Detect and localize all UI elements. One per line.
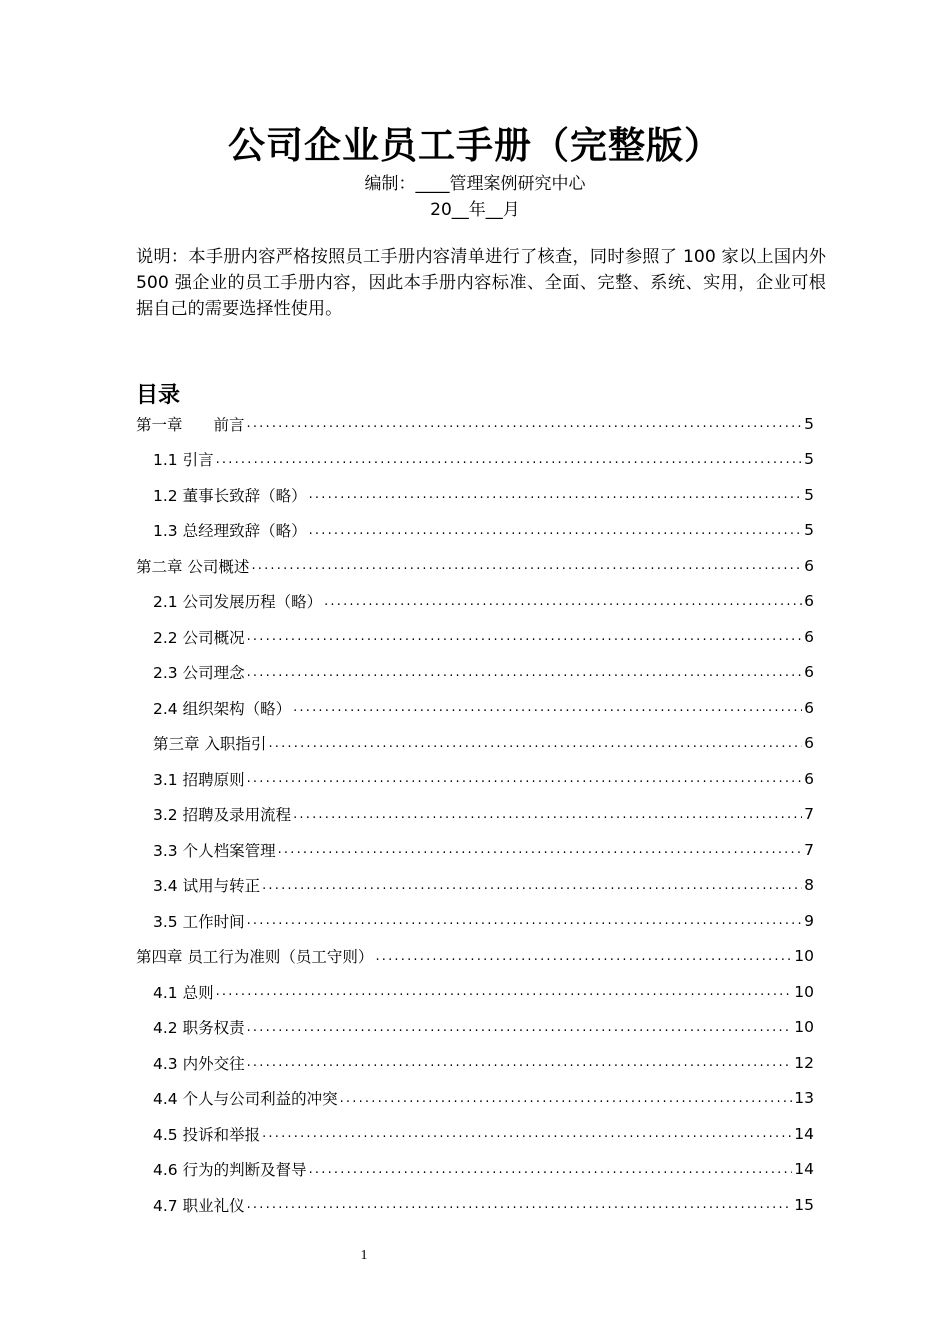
- toc-dot-leader: [216, 984, 793, 999]
- toc-heading: 目录: [136, 383, 181, 408]
- page-number: 1: [360, 1248, 368, 1263]
- toc-entry[interactable]: [136, 442, 814, 478]
- toc-entry-page: 10: [794, 1018, 814, 1037]
- toc-entry-label: 2.3 公司理念: [153, 664, 245, 683]
- toc-dot-leader: [309, 1162, 793, 1177]
- date-line: 20__年__月: [430, 200, 520, 220]
- toc-entry-label: 第三章 入职指引: [153, 735, 267, 754]
- toc-entry-page: 6: [804, 556, 814, 575]
- toc-dot-leader: [268, 736, 802, 751]
- toc-entry[interactable]: [136, 477, 814, 513]
- toc-dot-leader: [247, 1197, 793, 1212]
- toc-dot-leader: [309, 523, 803, 538]
- toc-dot-leader: [293, 807, 802, 822]
- toc-entry-page: 10: [794, 947, 814, 966]
- toc-entry-page: 7: [804, 840, 814, 859]
- toc-entry-label: 第二章 公司概述: [136, 557, 250, 576]
- toc-entry[interactable]: [136, 655, 814, 691]
- toc-entry[interactable]: [136, 690, 814, 726]
- toc-dot-leader: [262, 878, 802, 893]
- toc-entry-page: 5: [804, 521, 814, 540]
- toc-entry-page: 6: [804, 698, 814, 717]
- toc-entry[interactable]: [136, 406, 814, 442]
- table-of-contents: [136, 406, 814, 1223]
- description-note: 说明：本手册内容严格按照员工手册内容清单进行了核查，同时参照了 100 家以上国内外 500 强企业的员工手册内容，因此本手册内容标准、全面、完整、系统、实用，企业可根据自己的需要选择性使用。: [136, 247, 826, 319]
- toc-entry[interactable]: [136, 797, 814, 833]
- toc-entry[interactable]: [136, 974, 814, 1010]
- toc-entry[interactable]: [136, 761, 814, 797]
- toc-entry-page: 13: [794, 1089, 814, 1108]
- toc-entry[interactable]: [136, 903, 814, 939]
- toc-dot-leader: [340, 1091, 793, 1106]
- toc-entry-label: 1.2 董事长致辞（略）: [153, 486, 307, 505]
- toc-entry[interactable]: [136, 1116, 814, 1152]
- toc-entry-label: 2.4 组织架构（略）: [153, 699, 292, 718]
- toc-entry-label: 2.1 公司发展历程（略）: [153, 593, 323, 612]
- toc-entry-page: 8: [804, 876, 814, 895]
- toc-entry-page: 6: [804, 769, 814, 788]
- toc-entry-page: 6: [804, 663, 814, 682]
- toc-entry-label: 3.5 工作时间: [153, 912, 245, 931]
- toc-entry-page: 6: [804, 627, 814, 646]
- toc-entry[interactable]: [136, 832, 814, 868]
- toc-entry-page: 6: [804, 592, 814, 611]
- toc-entry-page: 14: [794, 1124, 814, 1143]
- editor-line: 编制：____管理案例研究中心: [364, 174, 586, 194]
- toc-entry-page: 15: [794, 1195, 814, 1214]
- toc-entry-page: 14: [794, 1160, 814, 1179]
- toc-entry-label: 4.5 投诉和举报: [153, 1125, 261, 1144]
- toc-dot-leader: [251, 558, 802, 573]
- toc-entry-page: 7: [804, 805, 814, 824]
- toc-dot-leader: [247, 416, 803, 431]
- toc-entry-label: 第一章 前言: [136, 415, 245, 434]
- toc-dot-leader: [247, 1020, 793, 1035]
- toc-entry[interactable]: [136, 1152, 814, 1188]
- toc-entry-label: 1.1 引言: [153, 451, 214, 470]
- toc-entry[interactable]: [136, 619, 814, 655]
- toc-dot-leader: [293, 700, 802, 715]
- toc-entry-label: 4.4 个人与公司利益的冲突: [153, 1090, 338, 1109]
- toc-entry-label: 第四章 员工行为准则（员工守则）: [136, 948, 374, 967]
- toc-entry-page: 6: [804, 734, 814, 753]
- toc-dot-leader: [309, 487, 803, 502]
- toc-entry-page: 5: [804, 450, 814, 469]
- toc-entry[interactable]: [136, 1081, 814, 1117]
- toc-entry[interactable]: [136, 584, 814, 620]
- toc-entry[interactable]: [136, 868, 814, 904]
- toc-entry[interactable]: [136, 1010, 814, 1046]
- toc-entry-label: 4.1 总则: [153, 983, 214, 1002]
- toc-entry-label: 3.1 招聘原则: [153, 770, 245, 789]
- toc-dot-leader: [247, 913, 803, 928]
- toc-dot-leader: [375, 949, 792, 964]
- toc-dot-leader: [262, 1126, 792, 1141]
- toc-entry-page: 5: [804, 414, 814, 433]
- toc-dot-leader: [247, 665, 803, 680]
- toc-entry[interactable]: [136, 548, 814, 584]
- toc-entry[interactable]: [136, 1187, 814, 1223]
- toc-entry-page: 12: [794, 1053, 814, 1072]
- toc-entry-label: 3.3 个人档案管理: [153, 841, 276, 860]
- toc-entry-label: 2.2 公司概况: [153, 628, 245, 647]
- toc-entry-label: 3.2 招聘及录用流程: [153, 806, 292, 825]
- toc-entry-label: 4.2 职务权责: [153, 1019, 245, 1038]
- toc-entry-label: 4.3 内外交往: [153, 1054, 245, 1073]
- toc-entry[interactable]: [136, 939, 814, 975]
- toc-entry-page: 5: [804, 485, 814, 504]
- toc-entry[interactable]: [136, 513, 814, 549]
- toc-entry[interactable]: [136, 726, 814, 762]
- toc-dot-leader: [247, 629, 803, 644]
- toc-entry-page: 9: [804, 911, 814, 930]
- toc-dot-leader: [247, 771, 803, 786]
- toc-entry-label: 1.3 总经理致辞（略）: [153, 522, 307, 541]
- toc-dot-leader: [216, 452, 803, 467]
- document-title: 公司企业员工手册（完整版）: [228, 124, 722, 167]
- toc-dot-leader: [324, 594, 802, 609]
- toc-entry-page: 10: [794, 982, 814, 1001]
- toc-dot-leader: [278, 842, 803, 857]
- toc-entry-label: 4.6 行为的判断及督导: [153, 1161, 307, 1180]
- toc-entry[interactable]: [136, 1045, 814, 1081]
- toc-entry-label: 3.4 试用与转正: [153, 877, 261, 896]
- toc-dot-leader: [247, 1055, 793, 1070]
- toc-entry-label: 4.7 职业礼仪: [153, 1196, 245, 1215]
